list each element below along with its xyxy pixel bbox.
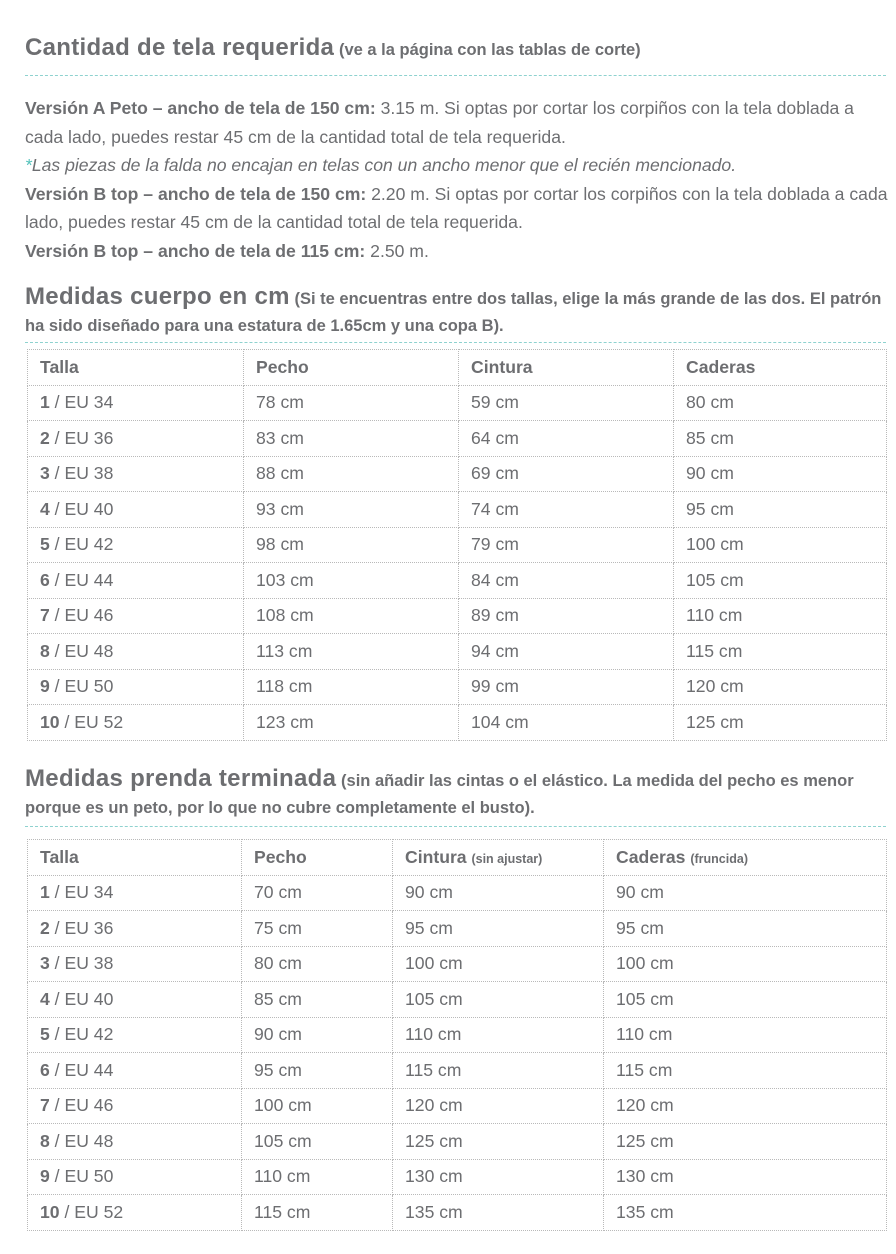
- header-pecho: Pecho: [242, 840, 393, 876]
- header-caderas: Caderas (fruncida): [604, 840, 887, 876]
- cintura-cell: 95 cm: [393, 911, 604, 947]
- table-row: [28, 634, 887, 670]
- size-cell: [28, 385, 244, 421]
- size-cell: [28, 598, 244, 634]
- caderas-cell: 90 cm: [674, 456, 887, 492]
- fabric-heading: [25, 34, 641, 62]
- fabric-note-star: *: [25, 155, 32, 176]
- garment-subtitle: (sin añadir las cintas o el elástico. La medida del pecho es menor porque es un peto, por lo que no cubre completamente el busto).: [25, 772, 854, 817]
- pecho-cell: 103 cm: [244, 563, 459, 599]
- cintura-cell: 110 cm: [393, 1017, 604, 1053]
- header-pecho: Pecho: [244, 350, 459, 386]
- size-cell: [28, 982, 242, 1018]
- size-cell: [28, 946, 242, 982]
- size-eu: / EU 44: [49, 1059, 114, 1080]
- size-eu: / EU 34: [49, 882, 114, 903]
- size-number: 6: [40, 1059, 50, 1080]
- table-row: [28, 527, 887, 563]
- size-eu: / EU 42: [49, 534, 114, 555]
- size-eu: / EU 34: [49, 392, 114, 413]
- pecho-cell: 80 cm: [242, 946, 393, 982]
- size-eu: / EU 46: [49, 605, 114, 626]
- size-cell: [28, 456, 244, 492]
- pecho-cell: 88 cm: [244, 456, 459, 492]
- size-eu: / EU 38: [49, 463, 114, 484]
- garment-title: Medidas prenda terminada: [25, 765, 337, 792]
- pecho-cell: 70 cm: [242, 875, 393, 911]
- table-row: [28, 385, 887, 421]
- table-row: [28, 598, 887, 634]
- pecho-cell: 108 cm: [244, 598, 459, 634]
- table-row: [28, 911, 887, 947]
- size-cell: [28, 705, 244, 741]
- pecho-cell: 83 cm: [244, 421, 459, 457]
- fabric-line-b115-label: Versión B top – ancho de tela de 115 cm:: [25, 240, 366, 261]
- caderas-cell: 80 cm: [674, 385, 887, 421]
- size-eu: / EU 52: [59, 1201, 124, 1222]
- table-row: [28, 492, 887, 528]
- table-row: [28, 563, 887, 599]
- body-subtitle: (Si te encuentras entre dos tallas, elige la más grande de las dos. El patrón ha sido diseñado para una estatura de 1.65cm y una copa B).: [25, 290, 882, 335]
- size-cell: [28, 421, 244, 457]
- fabric-line-a-text: 3.15 m. Si optas por cortar los corpiños con la tela doblada a cada lado, puedes restar 45 cm de la cantidad total de tela requerida.: [25, 98, 854, 147]
- size-number: 1: [40, 392, 50, 413]
- caderas-cell: 90 cm: [604, 875, 887, 911]
- size-number: 4: [40, 498, 50, 519]
- cintura-cell: 69 cm: [459, 456, 674, 492]
- cintura-cell: 115 cm: [393, 1053, 604, 1089]
- size-eu: / EU 38: [49, 953, 114, 974]
- caderas-cell: 105 cm: [674, 563, 887, 599]
- garment-measurements-table: [27, 839, 887, 1231]
- header-talla: Talla: [28, 350, 244, 386]
- size-cell: [28, 1088, 242, 1124]
- pecho-cell: 93 cm: [244, 492, 459, 528]
- table-row: [28, 1017, 887, 1053]
- caderas-cell: 100 cm: [674, 527, 887, 563]
- size-number: 3: [40, 953, 50, 974]
- cintura-cell: 64 cm: [459, 421, 674, 457]
- garment-heading: [25, 766, 886, 822]
- table-row: [28, 456, 887, 492]
- fabric-paragraph: [25, 94, 890, 266]
- size-number: 2: [40, 917, 50, 938]
- table-row: [28, 421, 887, 457]
- pecho-cell: 85 cm: [242, 982, 393, 1018]
- size-eu: / EU 40: [49, 498, 114, 519]
- table-row: [28, 1053, 887, 1089]
- size-cell: [28, 669, 244, 705]
- size-number: 10: [40, 711, 60, 732]
- pecho-cell: 90 cm: [242, 1017, 393, 1053]
- cintura-cell: 135 cm: [393, 1195, 604, 1231]
- body-divider: [25, 342, 886, 343]
- body-measurements-table: [27, 349, 887, 741]
- header-cintura: Cintura (sin ajustar): [393, 840, 604, 876]
- size-number: 3: [40, 463, 50, 484]
- cintura-cell: 59 cm: [459, 385, 674, 421]
- cintura-cell: 89 cm: [459, 598, 674, 634]
- table-header-row: [28, 840, 887, 876]
- fabric-divider: [25, 75, 886, 76]
- size-eu: / EU 36: [49, 917, 114, 938]
- size-cell: [28, 1195, 242, 1231]
- size-number: 5: [40, 1024, 50, 1045]
- fabric-title: Cantidad de tela requerida: [25, 34, 335, 61]
- size-number: 6: [40, 569, 50, 590]
- table-row: [28, 982, 887, 1018]
- fabric-line-a-label: Versión A Peto – ancho de tela de 150 cm:: [25, 98, 376, 118]
- size-eu: / EU 48: [49, 640, 114, 661]
- body-title: Medidas cuerpo en cm: [25, 283, 290, 310]
- pecho-cell: 118 cm: [244, 669, 459, 705]
- size-number: 8: [40, 640, 50, 661]
- pecho-cell: 115 cm: [242, 1195, 393, 1231]
- size-cell: [28, 492, 244, 528]
- size-eu: / EU 48: [49, 1130, 114, 1151]
- size-cell: [28, 1124, 242, 1160]
- size-cell: [28, 911, 242, 947]
- caderas-cell: 95 cm: [674, 492, 887, 528]
- table-row: [28, 1159, 887, 1195]
- caderas-cell: 100 cm: [604, 946, 887, 982]
- caderas-cell: 125 cm: [604, 1124, 887, 1160]
- table-row: [28, 705, 887, 741]
- header-cintura-note: (sin ajustar): [471, 851, 543, 866]
- size-eu: / EU 44: [49, 569, 114, 590]
- cintura-cell: 84 cm: [459, 563, 674, 599]
- fabric-line-b150-text: 2.20 m. Si optas por cortar los corpiños con la tela doblada a cada lado, puedes restar 45 cm de la cantidad total de tela requerida.: [25, 183, 888, 233]
- size-number: 2: [40, 427, 50, 448]
- pecho-cell: 78 cm: [244, 385, 459, 421]
- header-caderas-note: (fruncida): [690, 851, 748, 866]
- pecho-cell: 100 cm: [242, 1088, 393, 1124]
- cintura-cell: 105 cm: [393, 982, 604, 1018]
- size-cell: [28, 875, 242, 911]
- pecho-cell: 113 cm: [244, 634, 459, 670]
- size-eu: / EU 50: [49, 1166, 114, 1187]
- fabric-note-text: Las piezas de la falda no encajan en telas con un ancho menor que el recién mencionado.: [31, 155, 737, 176]
- size-eu: / EU 40: [49, 988, 114, 1009]
- size-number: 9: [40, 1166, 50, 1187]
- size-cell: [28, 634, 244, 670]
- cintura-cell: 74 cm: [459, 492, 674, 528]
- caderas-cell: 115 cm: [674, 634, 887, 670]
- table-row: [28, 1195, 887, 1231]
- pecho-cell: 110 cm: [242, 1159, 393, 1195]
- size-cell: [28, 1053, 242, 1089]
- caderas-cell: 110 cm: [674, 598, 887, 634]
- cintura-cell: 90 cm: [393, 875, 604, 911]
- size-eu: / EU 36: [49, 427, 114, 448]
- size-number: 4: [40, 988, 50, 1009]
- header-caderas: Caderas: [674, 350, 887, 386]
- table-row: [28, 1124, 887, 1160]
- caderas-cell: 120 cm: [604, 1088, 887, 1124]
- size-cell: [28, 1159, 242, 1195]
- header-talla: Talla: [28, 840, 242, 876]
- table-header-row: [28, 350, 887, 386]
- size-number: 1: [40, 882, 50, 903]
- table-row: [28, 946, 887, 982]
- pecho-cell: 123 cm: [244, 705, 459, 741]
- size-number: 7: [40, 605, 50, 626]
- size-number: 10: [40, 1201, 60, 1222]
- pecho-cell: 105 cm: [242, 1124, 393, 1160]
- body-heading: [25, 284, 886, 340]
- cintura-cell: 79 cm: [459, 527, 674, 563]
- pecho-cell: 95 cm: [242, 1053, 393, 1089]
- size-cell: [28, 527, 244, 563]
- size-eu: / EU 50: [49, 676, 114, 697]
- caderas-cell: 135 cm: [604, 1195, 887, 1231]
- fabric-line-b150-label: Versión B top – ancho de tela de 150 cm:: [25, 183, 367, 204]
- size-eu: / EU 46: [49, 1095, 114, 1116]
- caderas-cell: 110 cm: [604, 1017, 887, 1053]
- pecho-cell: 75 cm: [242, 911, 393, 947]
- caderas-cell: 120 cm: [674, 669, 887, 705]
- caderas-cell: 125 cm: [674, 705, 887, 741]
- fabric-subtitle: (ve a la página con las tablas de corte): [338, 41, 641, 59]
- cintura-cell: 99 cm: [459, 669, 674, 705]
- pecho-cell: 98 cm: [244, 527, 459, 563]
- header-cintura: Cintura: [459, 350, 674, 386]
- caderas-cell: 115 cm: [604, 1053, 887, 1089]
- table-row: [28, 875, 887, 911]
- size-number: 7: [40, 1095, 50, 1116]
- table-row: [28, 669, 887, 705]
- table-row: [28, 1088, 887, 1124]
- caderas-cell: 130 cm: [604, 1159, 887, 1195]
- cintura-cell: 104 cm: [459, 705, 674, 741]
- caderas-cell: 105 cm: [604, 982, 887, 1018]
- size-number: 5: [40, 534, 50, 555]
- cintura-cell: 94 cm: [459, 634, 674, 670]
- size-cell: [28, 563, 244, 599]
- size-number: 8: [40, 1130, 50, 1151]
- cintura-cell: 125 cm: [393, 1124, 604, 1160]
- size-cell: [28, 1017, 242, 1053]
- size-number: 9: [40, 676, 50, 697]
- cintura-cell: 130 cm: [393, 1159, 604, 1195]
- caderas-cell: 85 cm: [674, 421, 887, 457]
- caderas-cell: 95 cm: [604, 911, 887, 947]
- fabric-line-b115-text: 2.50 m.: [365, 240, 429, 261]
- garment-divider: [25, 826, 886, 827]
- size-eu: / EU 52: [59, 711, 124, 732]
- size-eu: / EU 42: [49, 1024, 114, 1045]
- cintura-cell: 120 cm: [393, 1088, 604, 1124]
- cintura-cell: 100 cm: [393, 946, 604, 982]
